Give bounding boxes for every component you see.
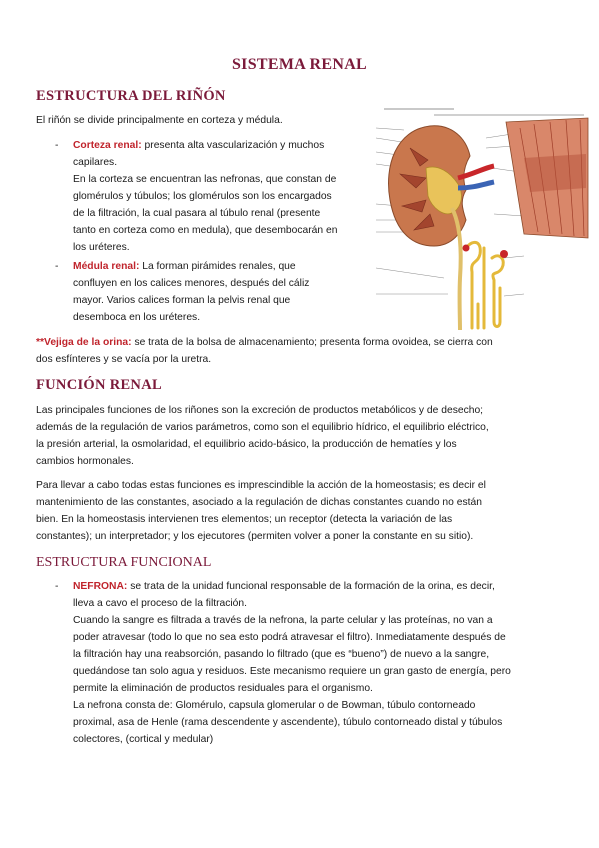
corteza-line: glomérulos y túbulos; los glomérulos son los encargados (73, 191, 332, 202)
nefrona-line: colectores, (cortical y medular) (73, 734, 214, 745)
corteza-line: capilares. (73, 157, 118, 168)
nefrona-line: proximal, asa de Henle (rama descendente y ascendente), túbulo contorneado distal y túbulos (73, 717, 503, 728)
intro-text: El riñón se divide principalmente en corteza y médula. (36, 115, 283, 126)
document-title: SISTEMA RENAL (231, 56, 368, 73)
nefrona-line: poder atravesar (todo lo que no sea esto podrá atravesar el filtro). Inmediatamente después de (73, 632, 506, 643)
funcion-line: además de la regulación de varios parámetros, como son el equilibrio hídrico, el equilibrio eléctrico, (36, 422, 489, 433)
corteza-line: En la corteza se encuentran las nefronas, que constan de (73, 174, 337, 185)
nefrona-line: se trata de la unidad funcional responsable de la formación de la orina, es decir, (127, 581, 495, 592)
funcion-line: mantenimiento de las constantes, asociado a la regulación de dichas constantes cuando no están (36, 497, 482, 508)
funcion-line: Para llevar a cabo todas estas funciones es imprescindible la acción de la homeostasis; es decir el (36, 480, 486, 491)
corteza-line: presenta alta vascularización y muchos (141, 140, 325, 151)
funcion-paragraph-2 (36, 477, 576, 545)
vejiga-line: dos esfínteres y se vacía por la uretra. (36, 354, 212, 365)
nefrona-line: la filtración hay una reabsorción, pasando lo filtrado (que es “bueno”) de nuevo a la sangre, (73, 649, 490, 660)
term-vejiga: **Vejiga de la orina: (36, 337, 132, 348)
medula-line: La forman pirámides renales, que (139, 261, 296, 272)
heading-funcion: FUNCIÓN RENAL (36, 377, 162, 393)
nefrona-line: lleva a cavo el proceso de la filtración. (73, 598, 247, 609)
medula-line: desemboca en los uréteres. (73, 312, 201, 323)
vejiga-paragraph (36, 334, 566, 368)
bullet-dash: - (55, 261, 59, 272)
funcion-paragraph-1 (36, 402, 576, 470)
corteza-line: tanto en corteza como en medula), que desembocarán en (73, 225, 338, 236)
medula-line: mayor. Varios calices forman la pelvis renal que (73, 295, 291, 306)
nefrona-line: La nefrona consta de: Glomérulo, capsula glomerular o de Bowman, túbulo contorneado (73, 700, 476, 711)
funcion-line: la presión arterial, la osmolaridad, el equilibrio acido-básico, la producción de hematíes y los (36, 439, 457, 450)
nefrona-line: permite la eliminación de productos residuales para el organismo. (73, 683, 373, 694)
term-nefrona: NEFRONA: (73, 581, 128, 592)
term-medula: Médula renal: (73, 261, 140, 272)
bullet-dash: - (55, 140, 59, 151)
corteza-line: los uréteres. (73, 242, 130, 253)
heading-estructura-funcional: ESTRUCTURA FUNCIONAL (36, 555, 212, 570)
kidney-illustration (374, 108, 592, 332)
funcion-line: constantes); un interpretador; y los ejecutores (permiten volver a poner la constante en su sitio). (36, 531, 474, 542)
nefrona-line: quedándose tan solo agua y residuos. Este mecanismo requiere un gran gasto de energía, pero (73, 666, 511, 677)
funcion-line: cambios hormonales. (36, 456, 134, 467)
heading-estructura: ESTRUCTURA DEL RIÑÓN (36, 88, 226, 104)
nefrona-paragraph (73, 578, 573, 748)
bullet-medula (73, 258, 373, 326)
funcion-line: Las principales funciones de los riñones son la excreción de productos metabólicos y de desecho; (36, 405, 484, 416)
funcion-line: bien. En la homeostasis intervienen tres elementos; un receptor (detecta la variación de las (36, 514, 453, 525)
vejiga-line: se trata de la bolsa de almacenamiento; presenta forma ovoidea, se cierra con (131, 337, 493, 348)
nefrona-line: Cuando la sangre es filtrada a través de la nefrona, la parte celular y las proteínas, no van a (73, 615, 493, 626)
bullet-dash: - (55, 581, 59, 592)
bullet-corteza (73, 137, 373, 256)
corteza-line: de la filtración, la cual pasara al túbulo renal (presente (73, 208, 321, 219)
term-corteza: Corteza renal: (73, 140, 142, 151)
medula-line: confluyen en los calices menores, después del cáliz (73, 278, 310, 289)
